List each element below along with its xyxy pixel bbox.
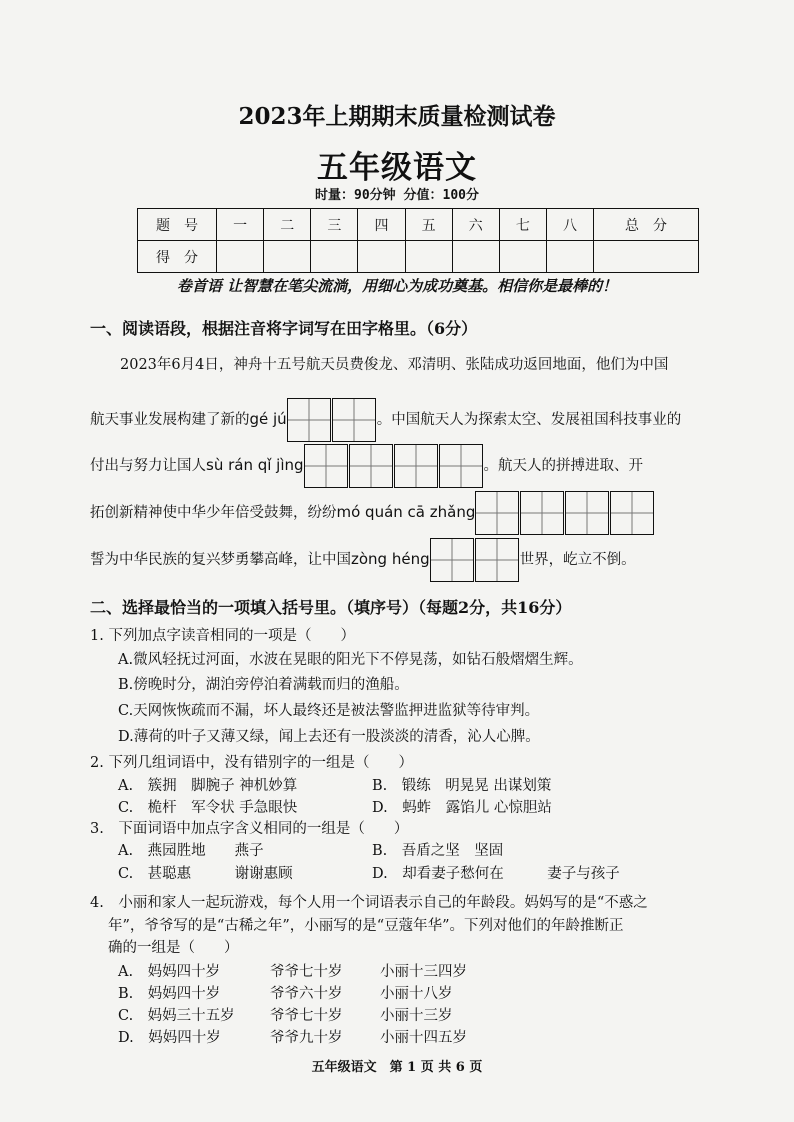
pinyin-prompt: gé jú bbox=[249, 410, 287, 428]
score-cell[interactable] bbox=[405, 241, 452, 273]
score-cell[interactable] bbox=[452, 241, 499, 273]
option-xiaoli: 小丽十八岁 bbox=[380, 986, 453, 1002]
question-2-option-c[interactable]: C. 桅杆 军令状 手急眼快 bbox=[118, 800, 298, 816]
question-1-option-b[interactable]: B.傍晚时分，湖泊旁停泊着满载而归的渔船。 bbox=[118, 677, 409, 693]
score-cell[interactable] bbox=[217, 241, 264, 273]
passage-text: 付出与努力让国人 bbox=[90, 458, 206, 474]
exam-title: 2023年上期期末质量检测试卷 bbox=[238, 103, 556, 130]
score-cell[interactable] bbox=[499, 241, 546, 273]
score-col: 八 bbox=[546, 209, 593, 241]
score-col: 六 bbox=[452, 209, 499, 241]
score-cell[interactable] bbox=[264, 241, 311, 273]
score-cell[interactable] bbox=[358, 241, 405, 273]
question-4-option-a[interactable] bbox=[118, 960, 220, 981]
question-3-option-a[interactable]: A. 燕园胜地 燕子 bbox=[118, 843, 264, 859]
score-table-header-row bbox=[138, 209, 699, 241]
exam-meta: 时量：90分钟 分值：100分 bbox=[315, 188, 479, 203]
score-total-cell[interactable] bbox=[594, 241, 699, 273]
passage-text: 。航天人的拼搏进取、开 bbox=[483, 458, 644, 474]
passage-text: 拓创新精神使中华少年倍受鼓舞，纷纷 bbox=[90, 505, 337, 521]
option-mom: D. 妈妈四十岁 bbox=[118, 1030, 221, 1046]
section1-title: 一、阅读语段，根据注音将字词写在田字格里。（6分） bbox=[90, 319, 478, 338]
question-2-option-b[interactable]: B. 锻练 明晃晃 出谋划策 bbox=[372, 778, 552, 794]
score-table-score-row bbox=[138, 241, 699, 273]
section2-title: 二、选择最恰当的一项填入括号里。（填序号）（每题2分，共16分） bbox=[90, 598, 572, 617]
score-col: 四 bbox=[358, 209, 405, 241]
motto: 卷首语 让智慧在笔尖流淌，用细心为成功奠基。相信你是最棒的！ bbox=[176, 277, 618, 295]
question-4-stem-line-3: 确的一组是（ ） bbox=[108, 940, 239, 956]
option-mom: A. 妈妈四十岁 bbox=[118, 964, 221, 980]
option-grandpa: 爷爷七十岁 bbox=[270, 964, 343, 980]
question-4-option-d[interactable] bbox=[118, 1026, 221, 1047]
option-grandpa: 爷爷九十岁 bbox=[270, 1030, 343, 1046]
score-col: 五 bbox=[405, 209, 452, 241]
question-4-option-b[interactable] bbox=[118, 982, 220, 1003]
score-col: 二 bbox=[264, 209, 311, 241]
question-3-option-c[interactable]: C. 甚聪惠 谢谢惠顾 bbox=[118, 866, 293, 882]
passage-line-2 bbox=[90, 398, 681, 442]
pinyin-prompt: sù rán qǐ jìng bbox=[206, 456, 304, 474]
question-4-option-c[interactable] bbox=[118, 1004, 235, 1025]
question-1-option-a[interactable]: A.微风轻抚过河面，水波在晃眼的阳光下不停晃荡，如钻石般熠熠生辉。 bbox=[118, 652, 583, 668]
tianzige-answer-4[interactable] bbox=[430, 538, 520, 582]
score-table bbox=[137, 208, 699, 273]
question-2-stem: 2. 下列几组词语中，没有错别字的一组是（ ） bbox=[90, 755, 413, 771]
question-2-option-d[interactable]: D. 蚂蚱 露馅儿 心惊胆站 bbox=[372, 800, 552, 816]
question-1-option-d[interactable]: D.薄荷的叶子又薄又绿，闻上去还有一股淡淡的清香，沁人心脾。 bbox=[118, 729, 540, 745]
tianzige-answer-2[interactable] bbox=[304, 444, 484, 488]
passage-line-3 bbox=[90, 444, 643, 488]
option-xiaoli: 小丽十三岁 bbox=[380, 1008, 453, 1024]
question-3-option-d[interactable]: D. 却看妻子愁何在 妻子与孩子 bbox=[372, 866, 620, 882]
score-total-label: 总 分 bbox=[594, 209, 699, 241]
score-cell[interactable] bbox=[546, 241, 593, 273]
tianzige-answer-3[interactable] bbox=[475, 491, 655, 535]
passage-text: 航天事业发展构建了新的 bbox=[90, 412, 250, 428]
question-4-stem-line-2: 年”，爷爷写的是“古稀之年”，小丽写的是“豆蔻年华”。下列对他们的年龄推断正 bbox=[108, 918, 624, 934]
passage-line-1: 2023年6月4日，神舟十五号航天员费俊龙、邓清明、张陆成功返回地面，他们为中国 bbox=[120, 357, 669, 373]
question-3-option-b[interactable]: B. 吾盾之坚 坚固 bbox=[372, 843, 504, 859]
passage-text: 。中国航天人为探索太空、发展祖国科技事业的 bbox=[376, 412, 682, 428]
pinyin-prompt: mó quán cā zhǎng bbox=[336, 503, 476, 521]
question-1-option-c[interactable]: C.天网恢恢疏而不漏，坏人最终还是被法警监押进监狱等待审判。 bbox=[118, 703, 540, 719]
score-cell[interactable] bbox=[311, 241, 358, 273]
question-1-stem: 1. 下列加点字读音相同的一项是（ ） bbox=[90, 628, 355, 644]
score-col: 三 bbox=[311, 209, 358, 241]
passage-text: 世界，屹立不倒。 bbox=[519, 552, 636, 568]
score-row-label: 得 分 bbox=[138, 241, 217, 273]
score-col: 七 bbox=[499, 209, 546, 241]
option-xiaoli: 小丽十三四岁 bbox=[380, 964, 467, 980]
question-4-stem-line-1: 4. 小丽和家人一起玩游戏，每个人用一个词语表示自己的年龄段。妈妈写的是“不惑之 bbox=[90, 895, 648, 911]
pinyin-prompt: zòng héng bbox=[351, 550, 430, 568]
option-grandpa: 爷爷六十岁 bbox=[270, 986, 343, 1002]
page-footer: 五年级语文 第 1 页 共 6 页 bbox=[311, 1060, 483, 1075]
score-header-label: 题 号 bbox=[138, 209, 217, 241]
option-mom: C. 妈妈三十五岁 bbox=[118, 1008, 235, 1024]
option-mom: B. 妈妈四十岁 bbox=[118, 986, 221, 1002]
option-grandpa: 爷爷七十岁 bbox=[270, 1008, 343, 1024]
option-xiaoli: 小丽十四五岁 bbox=[380, 1030, 467, 1046]
passage-line-5 bbox=[90, 538, 636, 582]
score-col: 一 bbox=[217, 209, 264, 241]
question-3-stem: 3. 下面词语中加点字含义相同的一组是（ ） bbox=[90, 821, 409, 837]
passage-text: 誓为中华民族的复兴梦勇攀高峰，让中国 bbox=[90, 552, 351, 568]
passage-line-4 bbox=[90, 491, 655, 535]
question-2-option-a[interactable]: A. 簇拥 脚腕子 神机妙算 bbox=[118, 778, 298, 794]
tianzige-answer-1[interactable] bbox=[287, 398, 377, 442]
exam-subject: 五年级语文 bbox=[317, 150, 477, 186]
